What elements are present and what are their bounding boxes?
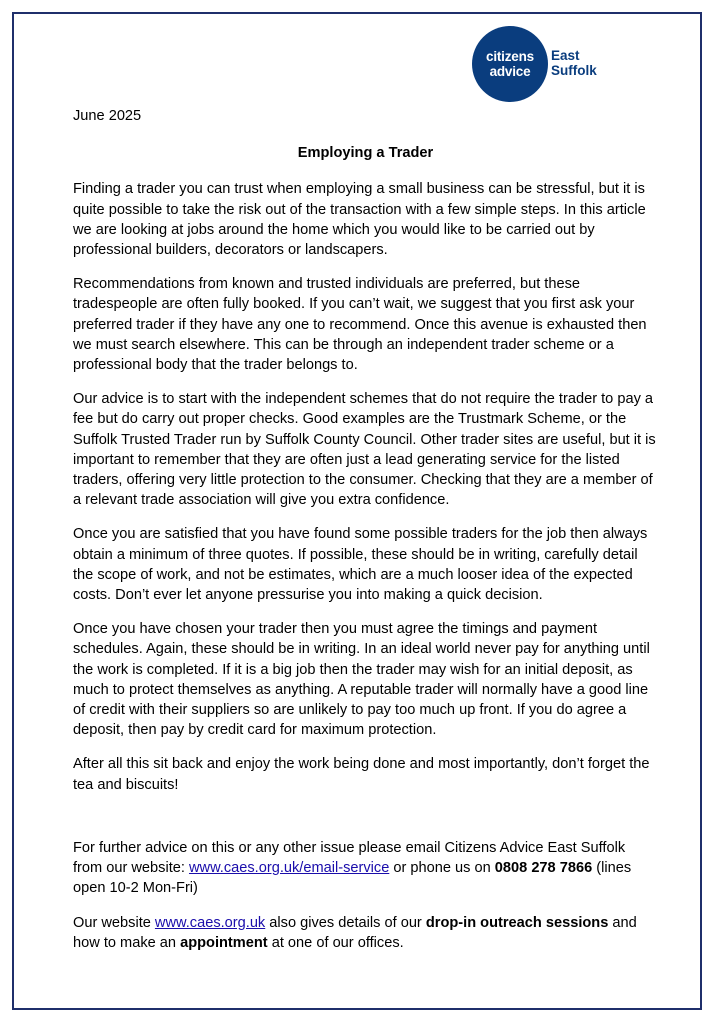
website-text-pre: Our website <box>73 914 155 931</box>
logo-line-2: advice <box>489 64 531 79</box>
website-text-mid-2: and how to make an <box>73 914 637 951</box>
appointment-text: appointment <box>180 934 268 951</box>
article <box>73 106 658 967</box>
website-text-post: at one of our offices. <box>267 934 404 951</box>
website-text-mid-1: also gives details of our <box>265 914 426 931</box>
website-paragraph <box>73 913 658 953</box>
logo-line-1: citizens <box>486 49 534 64</box>
contact-paragraph <box>73 838 658 899</box>
email-service-link[interactable]: www.caes.org.uk/email-service <box>188 860 390 877</box>
outreach-sessions-text: drop-in outreach sessions <box>425 914 609 931</box>
logo-region <box>551 48 597 78</box>
paragraph-6: After all this sit back and enjoy the work being done and most importantly, don’t forget the tea and biscuits! <box>73 756 650 793</box>
paragraph-2: Recommendations from known and trusted individuals are preferred, but these tradespeople are often fully booked. If you can’t wait, we suggest that you first ask your preferred trader if they have any one to recommend. Once this avenue is exhausted then we must search elsewhere. This can be through an independent trader scheme or a professional body that the trader belongs to. <box>73 276 647 374</box>
paragraph-3: Our advice is to start with the independent schemes that do not require the trader to pay a fee but do carry out proper checks. Good examples are the Trustmark Scheme, or the Suffolk Trusted Trader run by Suffolk County Council. Other trader sites are useful, but it is important to remember that they are often just a lead generating service for the listed traders, offering very little protection to the consumer. Checking that they are a member of a relevant trade association will give you extra confidence. <box>73 391 656 509</box>
contact-text-post: (lines open 10-2 Mon-Fri) <box>73 860 632 897</box>
website-link[interactable]: www.caes.org.uk <box>154 914 266 931</box>
logo-region-line-1: East <box>551 48 580 63</box>
logo-region-line-2: Suffolk <box>551 63 597 78</box>
logo-circle <box>472 26 548 102</box>
paragraph-4: Once you are satisfied that you have found some possible traders for the job then always obtain a minimum of three quotes. If possible, these should be in writing, carefully detail the scope of work, and not be estimates, which are a much looser idea of the expected costs. Don’t ever let anyone pressurise you into making a quick decision. <box>73 526 648 604</box>
paragraph-1: Finding a trader you can trust when employing a small business can be stressful, but it is quite possible to take the risk out of the transaction with a few simple steps. In this article we are looking at jobs around the home which you would like to be carried out by professional builders, decorators or landscapers. <box>73 181 646 259</box>
paragraph-5: Once you have chosen your trader then you must agree the timings and payment schedules. Again, these should be in writing. In an ideal world never pay for anything until the work is completed. If it is a big job then the trader may wish for an initial deposit, as much to protect themselves as anything. A reputable trader will normally have a good line of credit with their suppliers so are unlikely to pay too much up front. If you do agree a deposit, then pay by credit card for maximum protection. <box>73 621 650 739</box>
contact-text-pre: For further advice on this or any other issue please email Citizens Advice East Suffolk from our website: <box>73 839 626 877</box>
contact-text-mid: or phone us on <box>389 860 495 877</box>
phone-number: 0808 278 7866 <box>494 860 593 877</box>
citizens-advice-logo <box>472 26 612 106</box>
article-date: June 2025 <box>73 108 142 124</box>
article-title: Employing a Trader <box>297 145 434 162</box>
